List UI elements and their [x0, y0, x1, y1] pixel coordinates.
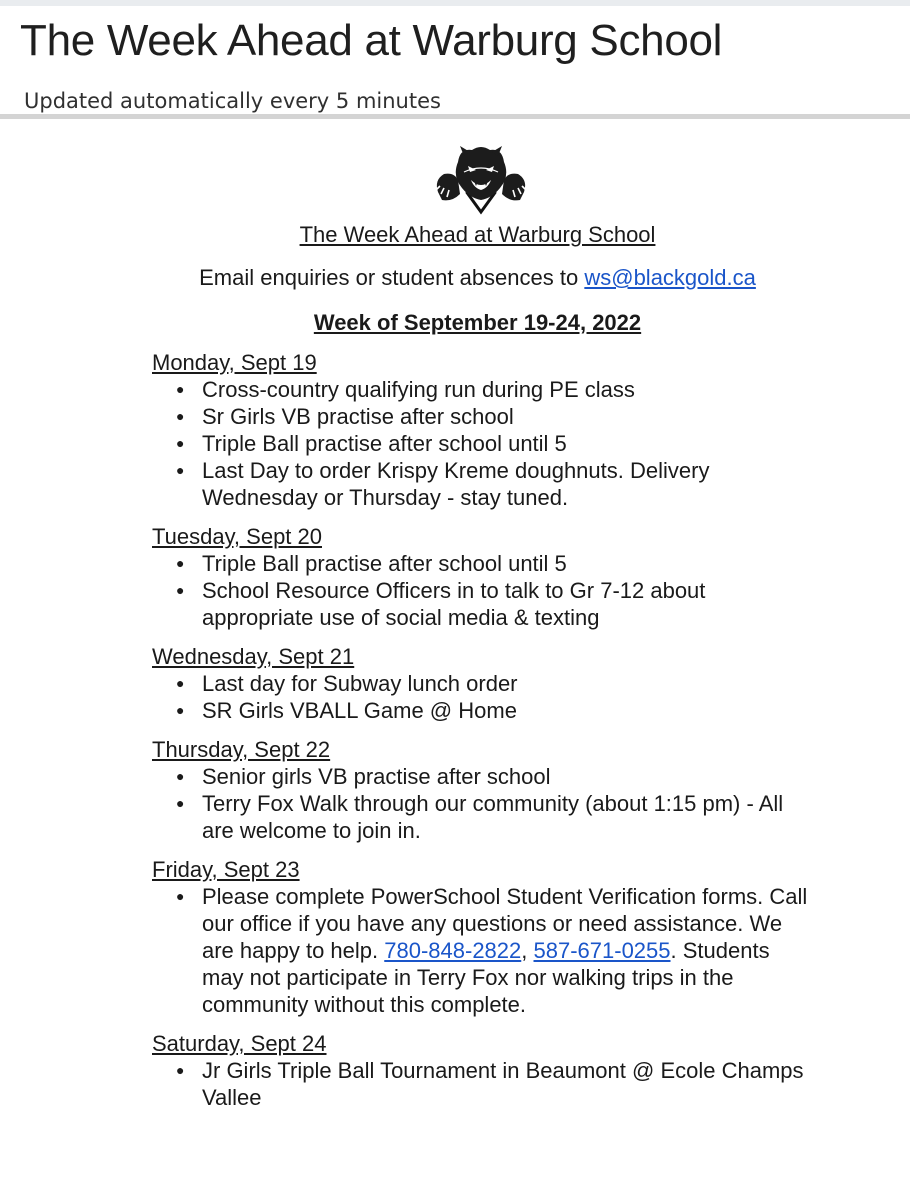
- email-link[interactable]: ws@blackgold.ca: [584, 265, 756, 290]
- event-text: Terry Fox Walk through our community (about 1:15 pm) - All are welcome to join in.: [202, 791, 784, 843]
- email-line: [0, 263, 910, 293]
- event-text: Sr Girls VB practise after school: [202, 404, 514, 429]
- bullet-icon: ●: [176, 768, 185, 784]
- event-list: [152, 883, 812, 1018]
- phone-link-2[interactable]: 587-671-0255: [533, 938, 671, 963]
- event-text: Last day for Subway lunch order: [202, 671, 518, 696]
- day-schedule: [152, 349, 812, 1123]
- event-item: [152, 790, 812, 844]
- day-heading: Friday, Sept 23: [152, 857, 300, 882]
- day-heading: Wednesday, Sept 21: [152, 644, 355, 669]
- bullet-icon: ●: [176, 435, 185, 451]
- bullet-icon: ●: [176, 888, 185, 904]
- bullet-icon: ●: [176, 1062, 185, 1078]
- bullet-icon: ●: [176, 555, 185, 571]
- event-item: [152, 1057, 812, 1111]
- event-text: School Resource Officers in to talk to Gr 7-12 about appropriate use of social media & texting: [202, 578, 706, 630]
- event-text: Triple Ball practise after school until 5: [202, 551, 567, 576]
- event-item: [152, 763, 812, 790]
- page-subtitle: Updated automatically every 5 minutes: [24, 89, 441, 113]
- event-text: Triple Ball practise after school until 5: [202, 431, 567, 456]
- event-item: [152, 457, 812, 511]
- event-text: Cross-country qualifying run during PE class: [202, 377, 635, 402]
- event-list: [152, 550, 812, 631]
- event-item: [152, 550, 812, 577]
- event-list: [152, 763, 812, 844]
- event-item: [152, 403, 812, 430]
- event-text: Please complete PowerSchool Student Verification forms. Call our office if you have any questions or need assistance. We are happy to help.: [202, 884, 808, 963]
- day-monday: [152, 349, 812, 511]
- day-heading: Saturday, Sept 24: [152, 1031, 327, 1056]
- bullet-icon: ●: [176, 582, 185, 598]
- day-friday: [152, 856, 812, 1018]
- day-saturday: [152, 1030, 812, 1111]
- day-heading: Thursday, Sept 22: [152, 737, 331, 762]
- day-tuesday: [152, 523, 812, 631]
- email-prefix: Email enquiries or student absences to: [199, 265, 585, 290]
- event-text: Last Day to order Krispy Kreme doughnuts. Delivery Wednesday or Thursday - stay tuned.: [202, 458, 710, 510]
- bullet-icon: ●: [176, 795, 185, 811]
- event-text: Senior girls VB practise after school: [202, 764, 551, 789]
- event-list: [152, 1057, 812, 1111]
- event-list: [152, 670, 812, 724]
- panther-mascot-icon: [430, 142, 532, 216]
- event-text: SR Girls VBALL Game @ Home: [202, 698, 517, 723]
- event-item: [152, 376, 812, 403]
- bullet-icon: ●: [176, 702, 185, 718]
- bullet-icon: ●: [176, 462, 185, 478]
- document-title: The Week Ahead at Warburg School: [299, 222, 656, 247]
- day-wednesday: [152, 643, 812, 724]
- day-heading: Tuesday, Sept 20: [152, 524, 322, 549]
- event-item: [152, 883, 812, 1018]
- week-heading: Week of September 19-24, 2022: [313, 310, 642, 335]
- event-item: [152, 430, 812, 457]
- page-title: The Week Ahead at Warburg School: [20, 16, 723, 65]
- bullet-icon: ●: [176, 675, 185, 691]
- event-item: [152, 697, 812, 724]
- event-list: [152, 376, 812, 511]
- day-heading: Monday, Sept 19: [152, 350, 317, 375]
- event-text: Jr Girls Triple Ball Tournament in Beaumont @ Ecole Champs Vallee: [202, 1058, 804, 1110]
- separator-text: ,: [521, 938, 534, 963]
- bullet-icon: ●: [176, 408, 185, 424]
- event-item: [152, 670, 812, 697]
- event-text: . Students may not participate in Terry Fox nor walking trips in the community without this complete.: [202, 938, 770, 1017]
- bullet-icon: ●: [176, 381, 185, 397]
- page-header: [0, 6, 910, 119]
- phone-link-1[interactable]: 780-848-2822: [384, 938, 522, 963]
- event-item: [152, 577, 812, 631]
- day-thursday: [152, 736, 812, 844]
